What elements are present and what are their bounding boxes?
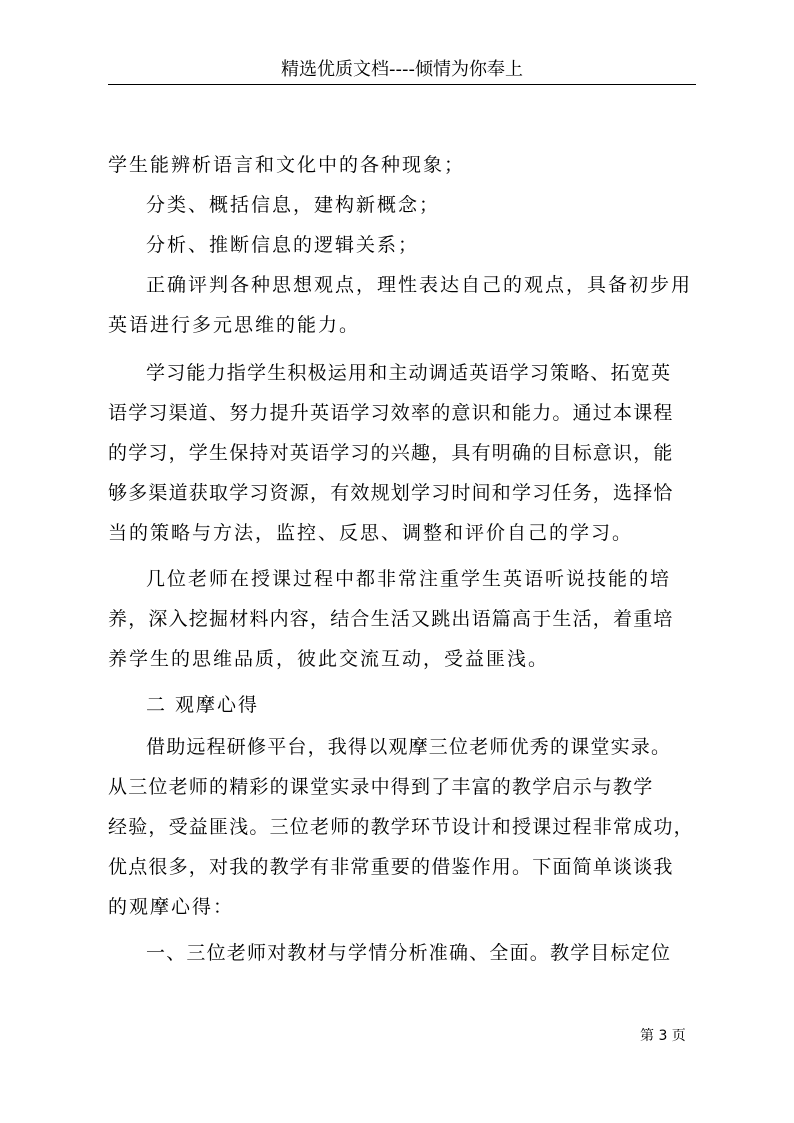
body-line-12: 养，深入挖掘材料内容，结合生活又跳出语篇高于生活，着重培 <box>108 608 674 630</box>
body-line-20: 一、三位老师对教材与学情分析准确、全面。教学目标定位 <box>146 942 672 964</box>
header-divider <box>108 84 696 85</box>
body-line-13: 养学生的思维品质，彼此交流互动，受益匪浅。 <box>108 648 550 670</box>
page-header-title: 精选优质文档----倾情为你奉上 <box>281 59 523 80</box>
body-line-19: 的观摩心得： <box>108 896 235 918</box>
body-line-6: 学习能力指学生积极运用和主动调适英语学习策略、拓宽英 <box>146 362 672 384</box>
body-line-18: 优点很多，对我的教学有非常重要的借鉴作用。下面简单谈谈我 <box>108 856 674 878</box>
body-line-1: 学生能辨析语言和文化中的各种现象； <box>108 154 466 176</box>
body-line-3: 分析、推断信息的逻辑关系； <box>146 234 420 256</box>
body-line-9: 够多渠道获取学习资源，有效规划学习时间和学习任务，选择恰 <box>108 482 674 504</box>
body-line-4: 正确评判各种思想观点，理性表达自己的观点，具备初步用 <box>146 274 693 296</box>
body-line-8: 的学习，学生保持对英语学习的兴趣，具有明确的目标意识，能 <box>108 442 674 464</box>
body-line-10: 当的策略与方法，监控、反思、调整和评价自己的学习。 <box>108 522 634 544</box>
body-line-5: 英语进行多元思维的能力。 <box>108 314 361 336</box>
body-line-17: 经验，受益匪浅。三位老师的教学环节设计和授课过程非常成功， <box>108 816 694 838</box>
section-heading: 二 观摩心得 <box>146 694 260 716</box>
body-line-11: 几位老师在授课过程中都非常注重学生英语听说技能的培 <box>146 568 672 590</box>
body-line-16: 从三位老师的精彩的课堂实录中得到了丰富的教学启示与教学 <box>108 776 654 798</box>
page-number: 第 3 页 <box>640 1028 686 1044</box>
body-line-7: 语学习渠道、努力提升英语学习效率的意识和能力。通过本课程 <box>108 402 674 424</box>
body-line-2: 分类、概括信息，建构新概念； <box>146 194 441 216</box>
body-line-15: 借助远程研修平台，我得以观摩三位老师优秀的课堂实录。 <box>146 736 672 758</box>
